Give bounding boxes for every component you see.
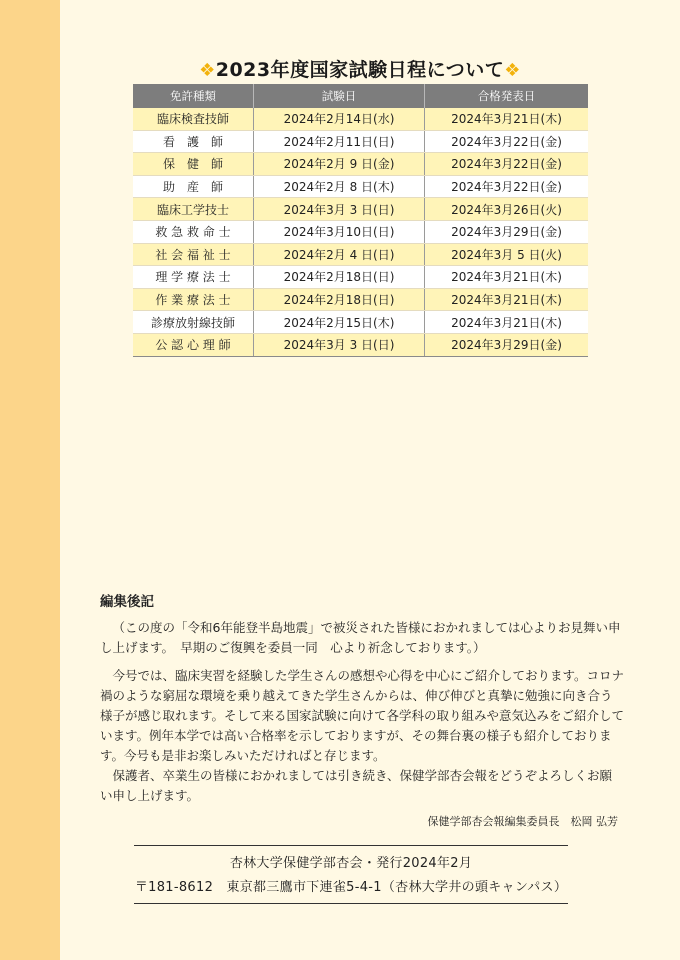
license-cell: 作 業 療 法 士 [133, 288, 254, 311]
license-cell: 社 会 福 祉 士 [133, 243, 254, 266]
license-cell: 保 健 師 [133, 153, 254, 176]
table-row [133, 108, 588, 130]
result-date-cell: 2024年3月22日(金) [425, 153, 589, 176]
left-margin-band [0, 0, 60, 960]
header-exam-date: 試験日 [254, 84, 425, 108]
result-date-cell: 2024年3月 5 日(火) [425, 243, 589, 266]
exam-date-cell: 2024年2月 9 日(金) [254, 153, 425, 176]
footer-publisher: 杏林大学保健学部杏会・発行2024年2月 [229, 856, 473, 871]
footer-divider-bottom [134, 903, 568, 904]
table-row [133, 198, 588, 221]
editor-paragraph-condolence: （この度の「令和6年能登半島地震」で被災された皆様におかれましては心よりお見舞い申し上げます。 早期のご復興を委員一同 心より祈念しております。） [100, 620, 621, 655]
license-cell: 理 学 療 法 士 [133, 266, 254, 289]
exam-date-cell: 2024年2月 4 日(日) [254, 243, 425, 266]
exam-date-cell: 2024年3月 3 日(日) [254, 333, 425, 356]
exam-schedule-table [133, 84, 588, 357]
table-row [133, 153, 588, 176]
license-cell: 助 産 師 [133, 175, 254, 198]
footer-divider-top [134, 845, 568, 846]
license-cell: 公 認 心 理 師 [133, 333, 254, 356]
editor-title: 編集後記 [100, 594, 154, 610]
table-row [133, 220, 588, 243]
table-row [133, 266, 588, 289]
title-text: 2023年度国家試験日程について [215, 59, 505, 81]
header-result-date: 合格発表日 [425, 84, 589, 108]
table-row [133, 243, 588, 266]
editor-postscript [100, 592, 624, 832]
header-license-type: 免許種類 [133, 84, 254, 108]
table-row [133, 333, 588, 356]
result-date-cell: 2024年3月22日(金) [425, 130, 589, 153]
exam-date-cell: 2024年3月 3 日(日) [254, 198, 425, 221]
license-cell: 救 急 救 命 士 [133, 220, 254, 243]
editor-paragraph-closing: 保護者、卒業生の皆様におかれましては引き続き、保健学部杏会報をどうぞよろしくお願い申し上げます。 [100, 768, 613, 803]
exam-date-cell: 2024年3月10日(日) [254, 220, 425, 243]
license-cell: 臨床工学技士 [133, 198, 254, 221]
exam-date-cell: 2024年2月18日(日) [254, 288, 425, 311]
exam-date-cell: 2024年2月11日(日) [254, 130, 425, 153]
exam-date-cell: 2024年2月14日(水) [254, 108, 425, 130]
editor-signature: 保健学部杏会報編集委員長 松岡 弘芳 [427, 815, 618, 828]
result-date-cell: 2024年3月21日(木) [425, 288, 589, 311]
result-date-cell: 2024年3月21日(木) [425, 311, 589, 334]
exam-date-cell: 2024年2月 8 日(木) [254, 175, 425, 198]
license-cell: 診療放射線技師 [133, 311, 254, 334]
footer-address: 〒181-8612 東京都三鷹市下連雀5-4-1（杏林大学井の頭キャンパス） [134, 880, 568, 895]
result-date-cell: 2024年3月29日(金) [425, 333, 589, 356]
result-date-cell: 2024年3月21日(木) [425, 266, 589, 289]
result-date-cell: 2024年3月26日(火) [425, 198, 589, 221]
license-cell: 看 護 師 [133, 130, 254, 153]
table-row [133, 311, 588, 334]
result-date-cell: 2024年3月21日(木) [425, 108, 589, 130]
result-date-cell: 2024年3月29日(金) [425, 220, 589, 243]
page-title [130, 55, 590, 82]
editor-paragraph-main: 今号では、臨床実習を経験した学生さんの感想や心得を中心にご紹介しております。コロナ禍のような窮屈な環境を乗り越えてきた学生さんからは、伸び伸びと真摯に勉強に向き合う様子が感じ取れます。そして来る国家試験に向けて各学科の取り組みや意気込みをご紹介しています。例年本学では高い合格率を示しておりますが、その舞台裏の様子も紹介しております。今号も是非お楽しみいただければと存じます。 [100, 668, 625, 763]
diamond-left-icon: ❖ [199, 60, 216, 81]
exam-date-cell: 2024年2月15日(木) [254, 311, 425, 334]
diamond-right-icon: ❖ [504, 60, 521, 81]
table-row [133, 175, 588, 198]
table-row [133, 288, 588, 311]
result-date-cell: 2024年3月22日(金) [425, 175, 589, 198]
license-cell: 臨床検査技師 [133, 108, 254, 130]
table-header-row [133, 84, 588, 108]
table-row [133, 130, 588, 153]
exam-date-cell: 2024年2月18日(日) [254, 266, 425, 289]
